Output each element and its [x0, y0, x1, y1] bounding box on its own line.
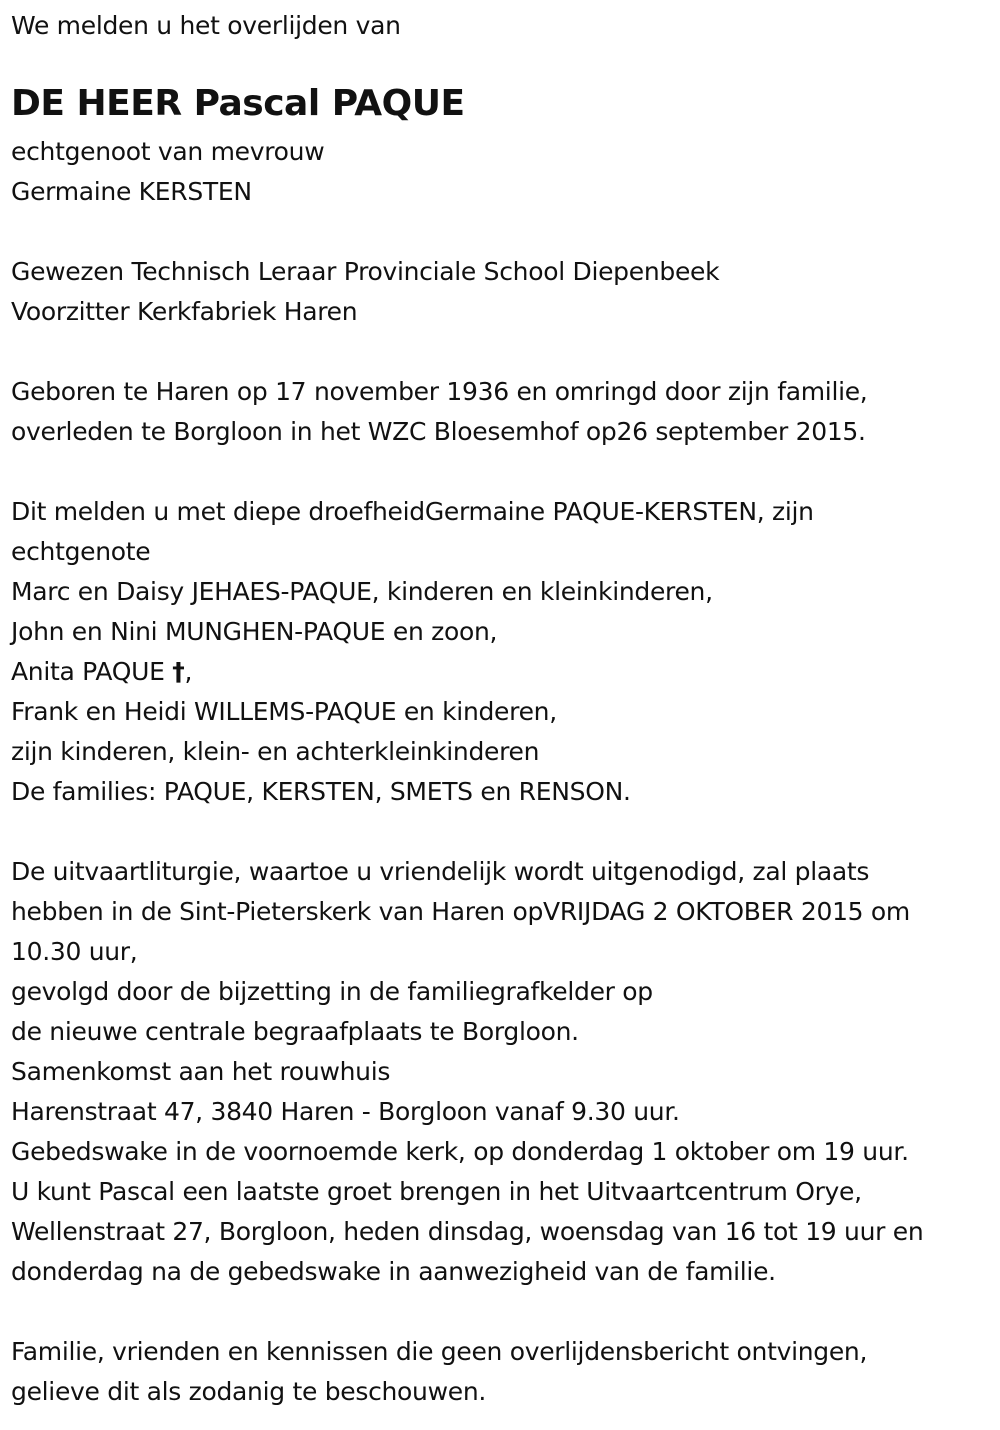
spouse-line-1: echtgenoot van mevrouw — [11, 137, 325, 166]
funeral-line: hebben in de Sint-Pieterskerk van Haren opVRIJDAG 2 OKTOBER 2015 om — [11, 897, 910, 926]
closing-line: gelieve dit als zodanig te beschouwen. — [11, 1377, 487, 1406]
function-line: Voorzitter Kerkfabriek Haren — [11, 297, 358, 326]
funeral-line: Harenstraat 47, 3840 Haren - Borgloon vanaf 9.30 uur. — [11, 1097, 680, 1126]
family-line: John en Nini MUNGHEN-PAQUE en zoon, — [11, 617, 498, 646]
cross-icon: † — [172, 657, 185, 686]
family-line: De families: PAQUE, KERSTEN, SMETS en RENSON. — [11, 777, 631, 806]
funeral-line: U kunt Pascal een laatste groet brengen in het Uitvaartcentrum Orye, — [11, 1177, 862, 1206]
family-line: zijn kinderen, klein- en achterkleinkinderen — [11, 737, 540, 766]
spacer — [11, 452, 995, 492]
funeral-line: 10.30 uur, — [11, 937, 138, 966]
funeral-line: Wellenstraat 27, Borgloon, heden dinsdag, woensdag van 16 tot 19 uur en — [11, 1217, 924, 1246]
spacer — [11, 332, 995, 372]
closing-line: Familie, vrienden en kennissen die geen overlijdensbericht ontvingen, — [11, 1337, 868, 1366]
spouse-line-2: Germaine KERSTEN — [11, 177, 252, 206]
family-line: Frank en Heidi WILLEMS-PAQUE en kinderen, — [11, 697, 557, 726]
birth-death-line: overleden te Borgloon in het WZC Bloesemhof op26 september 2015. — [11, 417, 866, 446]
funeral-line: Gebedswake in de voornoemde kerk, op donderdag 1 oktober om 19 uur. — [11, 1137, 909, 1166]
anita-suffix: , — [184, 657, 193, 686]
funeral-line: de nieuwe centrale begraafplaats te Borgloon. — [11, 1017, 579, 1046]
anita-name: Anita PAQUE — [11, 657, 165, 686]
family-line: echtgenote — [11, 537, 151, 566]
spacer — [11, 812, 995, 852]
obituary-notice — [11, 6, 995, 1412]
family-line: Marc en Daisy JEHAES-PAQUE, kinderen en kleinkinderen, — [11, 577, 713, 606]
funeral-line: donderdag na de gebedswake in aanwezigheid van de familie. — [11, 1257, 776, 1286]
intro-text: We melden u het overlijden van — [11, 11, 401, 40]
funeral-line: De uitvaartliturgie, waartoe u vriendelijk wordt uitgenodigd, zal plaats — [11, 857, 870, 886]
family-line: Dit melden u met diepe droefheidGermaine PAQUE-KERSTEN, zijn — [11, 497, 814, 526]
birth-death-line: Geboren te Haren op 17 november 1936 en omringd door zijn familie, — [11, 377, 868, 406]
function-line: Gewezen Technisch Leraar Provinciale School Diepenbeek — [11, 257, 720, 286]
funeral-line: gevolgd door de bijzetting in de familiegrafkelder op — [11, 977, 653, 1006]
family-line-anita — [11, 652, 995, 692]
spacer — [11, 1292, 995, 1332]
spacer — [11, 212, 995, 252]
deceased-name: DE HEER Pascal PAQUE — [11, 83, 465, 124]
funeral-line: Samenkomst aan het rouwhuis — [11, 1057, 391, 1086]
